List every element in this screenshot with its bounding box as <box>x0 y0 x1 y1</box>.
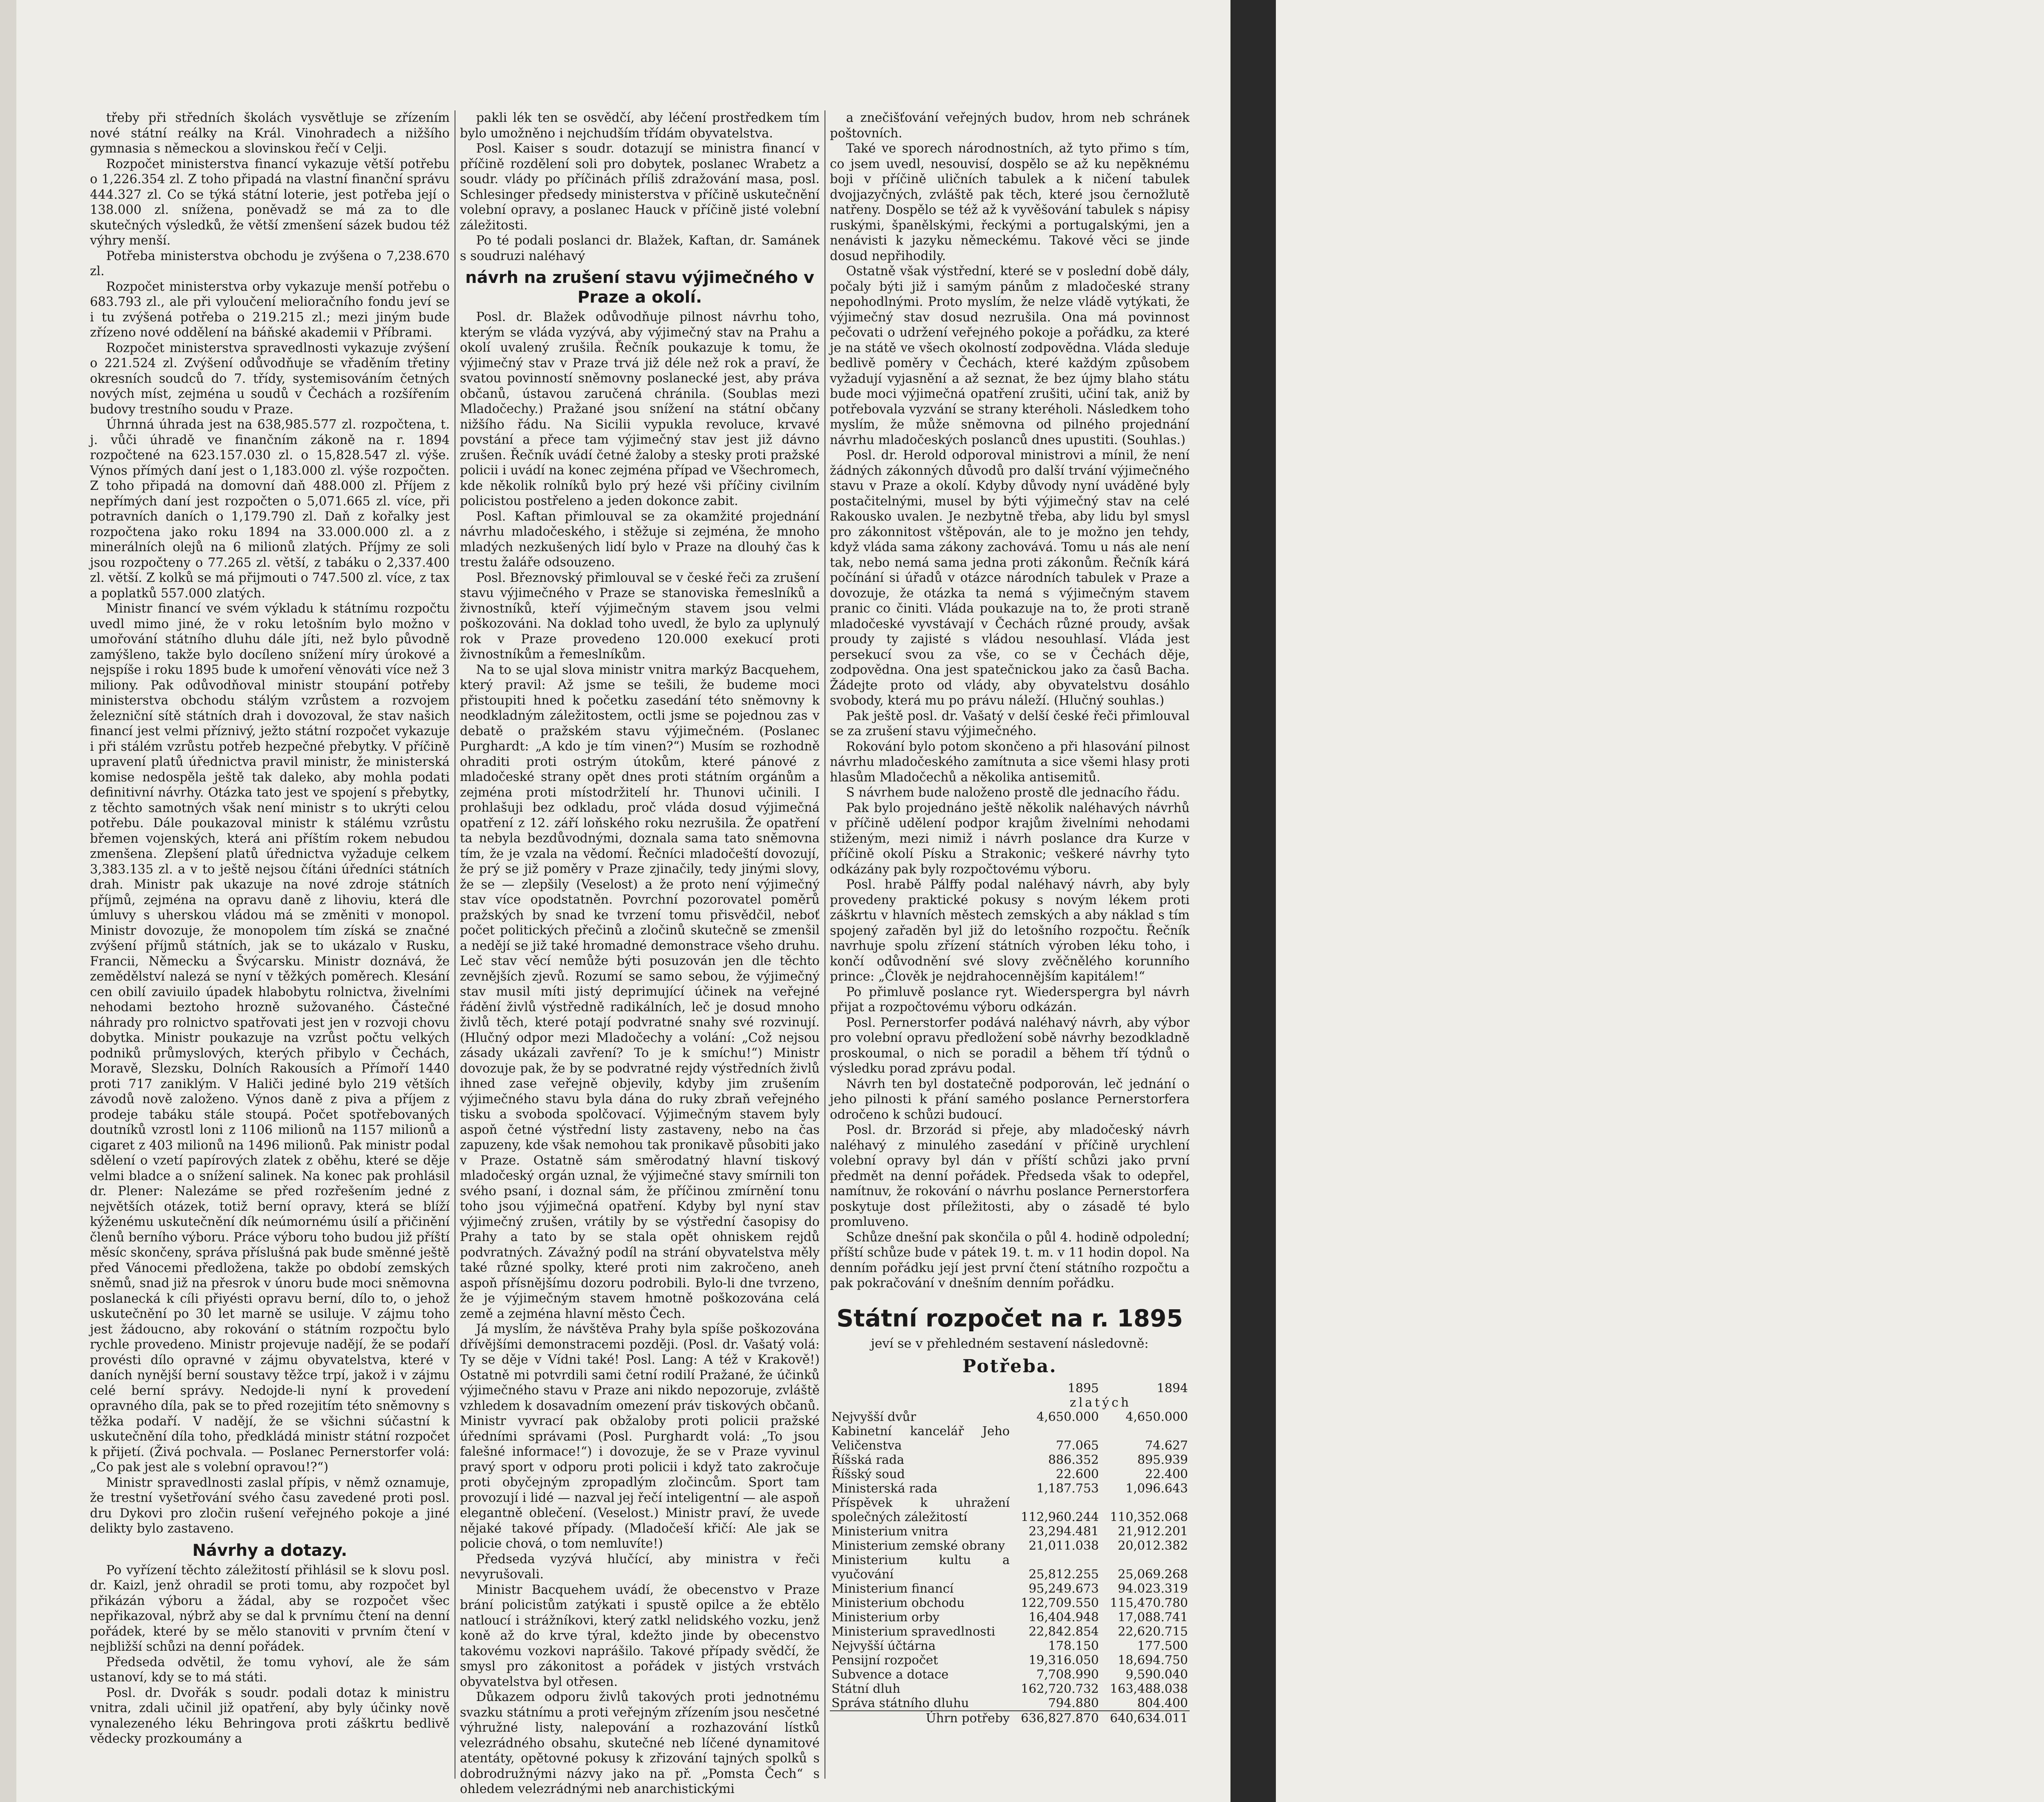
budget-value-1894: 17,088.741 <box>1118 1610 1188 1625</box>
paragraph: Posl. hrabě Pálffy podal naléhavý návrh, aby byly provedeny praktické pokusy s novým lékem proti záškrtu v hlavních městech zemských a aby náklad s tím spojený zařaděn byl již do letošního rozpočtu. Řečník navrhuje spolu zřízení státních výroben léku toho, i končí odůvodnění své slovy zvěčnělého korunního prince: „Člověk je nejdrahocennějším kapitálem!“ <box>830 877 1190 984</box>
paragraph: Potřeba ministerstva obchodu je zvýšena o 7,238.670 zl. <box>90 249 450 278</box>
budget-value-1895: 886.352 <box>1048 1452 1099 1467</box>
middle-column <box>460 110 820 1796</box>
paragraph: a znečišťování veřejných budov, hrom neb schránek poštovních. <box>830 111 1190 141</box>
budget-value-1894: 4,650.000 <box>1125 1409 1188 1424</box>
budget-value-1895: 7,708.990 <box>1036 1667 1099 1682</box>
budget-value-1894: 163,488.038 <box>1110 1681 1188 1696</box>
budget-row <box>830 1467 1190 1481</box>
budget-row <box>830 1653 1190 1667</box>
budget-label: Říšská rada <box>831 1452 904 1467</box>
budget-value-1895: 4,650.000 <box>1036 1409 1099 1424</box>
budget-table <box>830 1381 1190 1726</box>
budget-value-1894: 25,069.268 <box>1118 1567 1188 1582</box>
budget-row <box>830 1625 1190 1639</box>
budget-value-1894: 110,352.068 <box>1110 1510 1188 1524</box>
section-title: Návrhy a dotazy. <box>192 1541 347 1560</box>
budget-value-1895: 22,842.854 <box>1029 1624 1099 1639</box>
budget-value-1894: 895.939 <box>1137 1452 1188 1467</box>
page-edge-right <box>1230 0 1276 1802</box>
budget-row <box>830 1682 1190 1696</box>
budget-total-row <box>830 1711 1190 1726</box>
page-edge-left <box>0 0 16 1802</box>
budget-label: Ministerium financí <box>831 1581 954 1596</box>
budget-value-1895: 77.065 <box>1056 1438 1099 1453</box>
budget-value-1895: 1,187.753 <box>1036 1481 1099 1496</box>
budget-row <box>830 1496 1190 1524</box>
paragraph: Návrh ten byl dostatečně podporován, leč jednání o jeho pilnosti k přání samého poslance Pernerstorfera odročeno k schůzi budoucí. <box>830 1077 1190 1122</box>
budget-label: Ministerium kultu a vyučování <box>831 1553 1010 1582</box>
paragraph: Po přimluvě poslance ryt. Wiederspergra byl návrh přijat a rozpočtovému výboru odkázán. <box>830 985 1190 1014</box>
budget-value-1895: 95,249.673 <box>1029 1581 1099 1596</box>
budget-value-1894: 1,096.643 <box>1125 1481 1188 1496</box>
budget-value-1895: 19,316.050 <box>1029 1653 1099 1667</box>
budget-header-row <box>830 1381 1190 1396</box>
paragraph: Předseda vyzývá hlučící, aby ministra v řeči nevyrušovali. <box>460 1552 820 1582</box>
budget-row <box>830 1524 1190 1539</box>
budget-row <box>830 1582 1190 1596</box>
budget-row <box>830 1424 1190 1453</box>
paragraph: Pak ještě posl. dr. Vašatý v delší české řeči přimlouval se za zrušení stavu výjimečného. <box>830 709 1190 738</box>
section-title: návrh na zrušení stavu výjimečného v Praze a okolí. <box>465 268 814 307</box>
budget-label: Pensijní rozpočet <box>831 1653 938 1667</box>
budget-label: Ministerium spravedlnosti <box>831 1624 995 1639</box>
paragraph: Posl. Březnovský přimlouval se v české řeči za zrušení stavu výjimečného v Praze se stanoviska řemeslníků a živnostníků, kteří výjimečným stavem jsou velmi poškozováni. Na doklad toho uvedl, že bylo za uplynulý rok v Praze provedeno 120.000 exekucí proti živnostníkům a řemeslníkům. <box>460 570 820 662</box>
paragraph: Posl. Kaftan přimlouval se za okamžité projednání návrhu mladočeského, i stěžuje si zejména, že mnoho mladých nezkušených lidí bylo v Praze na dlouhý čas k trestu žaláře odsouzeno. <box>460 509 820 570</box>
paragraph: Rozpočet ministerstva spravedlnosti vykazuje zvýšení o 221.524 zl. Zvýšení odůvodňuje se vřaděním třetiny okresních soudců do 7. třídy, systemisováním četných nových míst, zejména u soudů v Čechách a rozšířením budovy trestního soudu v Praze. <box>90 341 450 417</box>
paragraph: S návrhem bude naloženo prostě dle jednacího řádu. <box>846 785 1180 800</box>
budget-value-1894: 18,694.750 <box>1118 1653 1188 1667</box>
budget-label: Nejvyšší účtárna <box>831 1638 936 1653</box>
budget-row <box>830 1410 1190 1424</box>
budget-value-1894: 22,620.715 <box>1118 1624 1188 1639</box>
newspaper-page <box>82 25 1218 1796</box>
budget-subtitle: jeví se v přehledném sestavení následovně: <box>871 1336 1149 1351</box>
paragraph: Důkazem odporu živlů takových proti jednotnému svazku státnímu a proti veřejným zřízením jsou nesčetné výhružné listy, nalepování a rozhazování lístků velezrádného obsahu, skutečné neb líčené dynamitové atentáty, opětovné pokusy k zřizování tajných spolků s dobrodružnými názvy jako na př. „Pomsta Čech“ s ohledem velezrádnými neb anarchistickými <box>460 1690 820 1796</box>
budget-value-1895: 122,709.550 <box>1021 1596 1099 1610</box>
paragraph: Po té podali poslanci dr. Blažek, Kaftan, dr. Samánek s soudruzi naléhavý <box>460 233 820 263</box>
right-column <box>830 110 1190 1779</box>
budget-row <box>830 1481 1190 1496</box>
budget-label: Ministerium zemské obrany <box>831 1538 1005 1553</box>
left-column <box>90 110 450 1779</box>
paragraph: pakli lék ten se osvědčí, aby léčení prostředkem tím bylo umožněno i nejchudším třídám obyvatelstva. <box>460 111 820 141</box>
paragraph: Posl. Kaiser s soudr. dotazují se ministra financí v příčině rozdělení soli pro dobytek, poslanec Wrabetz a soudr. vlády po příčinách příliš zdražování masa, posl. Schlesinger předsedy ministerstva v příčině uskutečnění volební opravy, a poslanec Hauck v příčině jisté volební záležitosti. <box>460 141 820 233</box>
budget-value-1895: 25,812.255 <box>1029 1567 1099 1582</box>
paragraph: Posl. dr. Dvořák s soudr. podali dotaz k ministru vnitra, zdali učinil již opatření, aby byly účinky nově vynalezeného léku Behringova proti záškrtu bedlivě vědecky prozkoumány a <box>90 1685 450 1746</box>
paragraph: Na to se ujal slova ministr vnitra markýz Bacquehem, který pravil: Až jsme se tešili, že budeme moci přistoupiti hned k početku zasedání této sněmovny k neodkladným záležitostem, octli jsme se pojednou zas v debatě o pražském stavu výjimečném. (Poslanec Purghardt: „A kdo je tím vinen?“) Musím se rozhodně ohraditi proti ostrým útokům, které pánové z mladočeské strany opět dnes proti státním orgánům a zejména proti místodržitelí hr. Thunovi učinili. I prohlašuji bez odkladu, proč vláda dosud výjimečná opatření z 12. září loňského roku nezrušila. Že opatření ta nebyla bezdůvodnými, doznala sama tato sněmovna tím, že je vzala na vědomí. Řečníci mladočeští dovozují, že prý se již poměry v Praze zjinačily, tedy jinými slovy, že se — zlepšily (Veselost) a že proto není výjimečný stav více opodstatněn. Povrchní pozorovatel poměrů pražských by snad ke tvrzení tomu přisvědčil, neboť počet politických přečinů a zločinů skutečně se zmenšil a nedějí se již také hromadné demonstrace všeho druhu. Leč stav věcí nemůže býti posuzován jen dle těchto zevnějších zjevů. Rozumí se samo sebou, že výjimečný stav musil míti jistý deprimující účinek na veřejné řádění živlů výstředně radikálních, leč je dosud mnoho živlů těch, které potají podvratné snahy své rozvinují. (Hlučný odpor mezi Mladočechy a volání: „Což nejsou zásady ukázali zavření? To je k smíchu!“) Ministr dovozuje pak, že by se podvratné rejdy výstředních živlů ihned zase veřejně objevily, kdyby jim zrušením výjimečného stavu byla dána do ruky zbraň veřejného tisku a svoboda spolčovací. Výjimečným stavem byly aspoň četné výstřední listy zastaveny, nebo na čas zapuzeny, kde však nemohou tak pronikavě působiti jako v Praze. Ostatně sám směrodatný hlavní tiskový mladočeský orgán uznal, že výjimečné stavy smírnili ton svého psaní, i doznal sám, že příčinou zmírnění tonu toho jsou výjimečná opatření. Kdyby byl nyní stav výjimečný zrušen, vrátily by se výstřední časopisy do Prahy a tato by se stala opět ohniskem rejdů podvratných. Závažný podíl na strání obyvatelstva měly také různé spolky, které proti nim zakročeno, aneh aspoň přísnějšímu dozoru podrobili. Bylo-li dne tvrzeno, že je výjimečným stavem hmotně poškozována celá země a zejména hlavní město Čech. <box>460 662 820 1321</box>
budget-label: Úhrn potřeby <box>830 1711 1011 1726</box>
budget-value-1895: 636,827.870 <box>1011 1711 1100 1726</box>
budget-label: Kabinetní kancelář Jeho Veličenstva <box>831 1424 1010 1453</box>
budget-value-1895: 16,404.948 <box>1029 1610 1099 1625</box>
budget-value-1895: 112,960.244 <box>1021 1510 1099 1524</box>
budget-row <box>830 1453 1190 1467</box>
budget-row <box>830 1539 1190 1553</box>
paragraph: Rozpočet ministerstva orby vykazuje menší potřebu o 683.793 zl., ale při vyloučení melioračního fondu jeví se i tu zvýšená potřeba o 219.215 zl.; mezi jiným bude zřízeno nové oddělení na báňské akademii v Příbrami. <box>90 279 450 340</box>
budget-title: Státní rozpočet na r. 1895 <box>836 1304 1183 1332</box>
budget-value-1894: 804.400 <box>1137 1696 1188 1710</box>
budget-label: Subvence a dotace <box>831 1667 949 1682</box>
budget-value-1895: 162,720.732 <box>1021 1681 1099 1696</box>
paragraph: Posl. dr. Brzorád si přeje, aby mladočeský návrh naléhavý z minulého zasedání v příčině urychlení volební opravy byl dán v příští schůzi jako první předmět na denní pořádek. Předseda však to odepřel, namítnuv, že rokování o návrhu poslance Pernerstorfera poskytuje dost příležitosti, aby o zásadě té bylo promluveno. <box>830 1123 1190 1229</box>
paragraph: Úhrnná úhrada jest na 638,985.577 zl. rozpočtena, t. j. vůči úhradě ve finančním zákoně na r. 1894 rozpočtené na 623.157.030 zl. o 15,828.547 zl. výše. Výnos přímých daní jest o 1,183.000 zl. výše rozpočten. Z toho připadá na domovní daň 488.000 zl. Příjem z nepřímých daní jest rozpočten o 5,071.665 zl. více, při potravních daních o 1,179.790 zl. Daň z kořalky jest rozpočtena jako roku 1894 na 33.000.000 zl. a z minerálních olejů na 6 milionů zlatých. Příjmy ze soli jsou rozpočteny o 77.265 zl. větší, z tabáku o 2,337.400 zl. větší. Z kolků se má přijmouti o 747.500 zl. více, z tax a poplatků 557.000 zlatých. <box>90 417 450 601</box>
budget-value-1894: 9,590.040 <box>1125 1667 1188 1682</box>
year-1895-header: 1895 <box>1067 1381 1099 1396</box>
budget-label: Nejvyšší dvůr <box>831 1409 916 1424</box>
budget-row <box>830 1553 1190 1582</box>
paragraph: Schůze dnešní pak skončila o půl 4. hodině odpolední; příští schůze bude v pátek 19. t. m. v 11 hodin dopol. Na denním pořádku její jest první čtení státního rozpočtu a pak pokračování v dnešním denním pořádku. <box>830 1230 1190 1290</box>
year-1894-header: 1894 <box>1156 1381 1188 1396</box>
paragraph: Ministr Bacquehem uvádí, že obecenstvo v Praze brání policistům zatýkati i spustě opilce a že ebtělo natloucí i strážníkovi, který zatkl nelidského vozku, jenž koně až do krve týral, kdežto jinde by obecenstvo takovému vozkovi naprášilo. Takové případy svědčí, že smysl pro zákonitost a pořádek v jistých vrstvách obyvatelstva byl otřesen. <box>460 1582 820 1689</box>
budget-value-1894: 20,012.382 <box>1118 1538 1188 1553</box>
budget-body <box>830 1410 1190 1726</box>
budget-label: Říšský soud <box>831 1467 905 1481</box>
budget-value-1895: 23,294.481 <box>1029 1524 1099 1539</box>
budget-label: Státní dluh <box>831 1681 901 1696</box>
paragraph: třeby při středních školách vysvětluje se zřízením nové státní reálky na Král. Vinohradech a nižšího gymnasia s německou a slovinskou řečí v Celji. <box>90 111 450 156</box>
paragraph: Ministr financí ve svém výkladu k státnímu rozpočtu uvedl mimo jiné, že v roku letošním bylo možno v umořování státního dluhu dále jíti, než bylo původně zamýšleno, takže bylo docíleno snížení míry úrokové a nejspíše i roku 1895 bude k umoření věnováti více než 3 miliony. Pak odůvodňoval ministr stoupání potřeby ministerstva obchodu stálým vzrůstem a rozvojem železniční sítě státních drah i dovozoval, že stav našich financí jest velmi příznivý, ježto státní rozpočet vykazuje i při stálém vzrůstu potřeb hezpečné přebytky. V příčině upravení platů úřednictva pravil ministr, že ministerská komise nedospěla ještě tak daleko, aby mohla podati definitivní návrhy. Otázka tato jest ve spojení s přebytky, z těchto samotných však není ministr s to ukrýti celou potřebu. Dále poukazoval ministr k stálému vzrůstu břemen vojenských, která ani příštím rokem nebudou zmenšena. Zlepšení platů úřednictva vyžaduje celkem 3,383.135 zl. a v to ještě nejsou čítáni úředníci státních drah. Ministr pak ukazuje na nové zdroje státních příjmů, zejména na opravu daně z lihoviu, která dle úmluvy s uherskou vládou má se změniti v monopol. Ministr dovozuje, že monopolem tím získá se značné zvýšení příjmů státních, jak se to ukázalo v Rusku, Francii, Německu a Švýcarsku. Ministr doznává, že zemědělství nalezá se nyní v těžkých poměrech. Klesání cen obilí zaviuilo úpadek hlabobytu rolnictva, živelními nehodami beztoho hrozně sužovaného. Částečné náhrady pro rolnictvo spatřovati jest jen v rozvoji chovu dobytka. Ministr poukazuje na vzrůst počtu velkých podniků průmyslových, kterých přibylo v Čechách, Moravě, Slezsku, Dolních Rakousích a Přímoří 1440 proti 717 zaniklým. V Haliči jediné bylo 219 větších závodů nově založeno. Výnos daně z piva a příjem z prodeje tabáku stále stoupá. Počet spotřebovaných doutníků vzrostl loni z 1106 milionů na 1157 milionů a cigaret z 403 milionů na 1496 milionů. Pak ministr podal sdělení o vzetí papírových zlatek z oběhu, které se děje velmi bladce a o snížení salinek. Na konec pak prohlásil dr. Plener: Nalezáme se před rozřešením jedné z největších otázek, totiž berní opravy, která se blíží kýženému uskutečnění dík neúmornému úsilí a přičinění členů berního výboru. Práce výboru toho budou již příští měsíc skončeny, správa příslušná pak bude směnné ještě před Vánocemi předložena, takže po období zemských sněmů, snad již na přesrok v únoru bude moci sněmovna poslanecká k cíli přiyésti opravu berní, dílo to, o jehož uskutečnění po 30 let marně se usiluje. V zájmu toho jest žádoucno, aby rokování o státním rozpočtu bylo rychle provedeno. Ministr projevuje nadějí, že se podaří provésti dílo opravné v zájmu obyvatelstva, které v daních nynější berní soustavy těžce trpí, jakož i v zájmu celé berní správy. Nedojde-li nyní k provedení opravného díla, pak se to před rozejitím této sněmovny s těžka podaří. V nadějí, že se všichni súčastní k uskutečnění díla toho, předkládá ministr státní rozpočet k přijetí. (Živá pochvala. — Poslanec Pernerstorfer volá: „Co pak jest ale s volební opravou!?“) <box>90 601 450 1474</box>
budget-row <box>830 1639 1190 1653</box>
budget-row <box>830 1596 1190 1610</box>
paragraph: Ministr spravedlnosti zaslal přípis, v němž oznamuje, že trestní vyšetřování svého času zavedené proti posl. dru Dykovi pro zločin rušení veřejného pokoje a jiné delikty bylo zastaveno. <box>90 1475 450 1536</box>
budget-value-1895: 22.600 <box>1056 1467 1099 1481</box>
budget-value-1894: 74.627 <box>1145 1438 1188 1453</box>
budget-label: Ministerium obchodu <box>831 1596 965 1610</box>
paragraph: Předseda odvětil, že tomu vyhoví, ale že sám ustanoví, kdy se to má státi. <box>90 1655 450 1685</box>
budget-value-1894: 22.400 <box>1145 1467 1188 1481</box>
budget-heading: Potřeba. <box>962 1355 1057 1377</box>
budget-row <box>830 1696 1190 1711</box>
paragraph: Já myslím, že návštěva Prahy byla spíše poškozována dřívějšími demonstracemi později. (Posl. dr. Vašatý volá: Ty se děje v Vídni také! Posl. Lang: A též v Krakově!) Ostatně mi potvrdili sami četní rodilí Pražané, že účinků výjimečného stavu v Praze ani nikdo nepozoruje, zvláště vzhledem k dosavadním omezení práv tiskových občanů. Ministr vyvrací pak obžaloby proti policii pražské úředními správami (Posl. Purghardt volá: „To jsou falešné informace!“) i dovozuje, že se v Praze vyvinul pravý sport v odporu proti policii i když tato zakročuje proti obyčejným zpropadlým zločincům. Sport tam provozují i lidé — nazval jej řečí inteligentní — ale aspoň elegantně oblečení. (Veselost.) Ministr praví, že uvede nějaké takové případy. (Mladočeší křičí: Ale jak se policie chová, o tom nemluvíte!) <box>460 1322 820 1551</box>
paragraph: Posl. Pernerstorfer podává naléhavý návrh, aby výbor pro volební opravu předložení sobě návrhy bezodkladně proskoumal, o nich se poradil a během tří týdnů o výsledku porad zprávu podal. <box>830 1015 1190 1076</box>
paragraph: Ostatně však výstřední, které se v poslední době dály, počaly býti již i samým pánům z mladočeské strany nepohodlnými. Proto myslím, že nelze vládě vytýkati, že výjimečný stav dosud nezrušila. Ona má povinnost pečovati o udržení veřejného pokoje a pořádku, za které je na státě ve všech okolností zodpovědna. Vláda sleduje bedlivě poměry v Čechách, které každým způsobem vyžadují vyjasnění a až seznat, že bez újmy blaho státu bude moci výjimečná opatření zrušiti, učiní tak, aniž by potřebovala vyzvání se strany kteréholi. Následkem toho myslím, že může sněmovna od pilného projednání návrhu mladočeských poslanců dnes upustiti. (Souhlas.) <box>830 264 1190 447</box>
budget-value-1894: 640,634.011 <box>1100 1711 1190 1726</box>
paragraph: Posl. dr. Herold odporoval ministrovi a mínil, že není žádných zákonných důvodů pro další trvání výjimečného stavu v Praze a okolí. Kdyby důvody nyní uváděné byly postačitelnými, musel by býti výjimečný stav na celé Rakousko uvalen. Je nezbytně třeba, aby lidu byl smysl pro zákonnitost vštěpován, ale to je možno jen tehdy, když vláda sama zákony zachovává. Tomu u nás ale není tak, nebo nemá sama jedna proti zákonům. Řečník kárá počínání si úřadů v otázce národních tabulek v Praze a dovozuje, že otázka ta nemá s výjimečným stavem pranic co činiti. Vláda poukazuje na to, že proti straně mladočeské vyvstávají v Čechách různé proudy, avšak proudy ty zajisté s vládou nesouhlasí. Vláda jest persekucí svou za vše, co se v Čechách děje, zodpovědna. Ona jest spatečnickou jako za časů Bacha. Žádejte proto od vlády, aby obyvatelstvu dosáhlo svobody, která mu po právu náleží. (Hlučný souhlas.) <box>830 448 1190 708</box>
paragraph: Rozpočet ministerstva financí vykazuje větší potřebu o 1,226.354 zl. Z toho připadá na vlastní finanční správu 444.327 zl. Co se týká státní loterie, jest potřeba její o 138.000 zl. snížena, poněvadž se má za to dle skutečných výsledků, že větší zmenšení sázek budou též výhry menší. <box>90 157 450 248</box>
budget-label: Ministerium orby <box>831 1610 940 1625</box>
budget-label: Správa státního dluhu <box>831 1696 969 1710</box>
paragraph: Posl. dr. Blažek odůvodňuje pilnost návrhu toho, kterým se vláda vyzývá, aby výjimečný stav na Prahu a okolí uvalený zrušila. Řečník poukazuje k tomu, že výjimečný stav v Praze trvá již déle než rok a praví, že svatou povinností sněmovny poslanecké jest, aby práva občanů, ústavou zaručená chránila. (Soublas mezi Mladočechy.) Pražané jsou snížení na státní občany nižšího řádu. Na Sicilii vypukla revoluce, krvavé povstání a přece tam výjimečný stav jest již dávno zrušen. Řečník uvádí četné žaloby a stesky proti pražské policii i uvádí na konec zejména případ ve Všechromech, kde několik rolníků bylo prý hezé vši příčiny civilním policistou postřeleno a jeden dokonce zabit. <box>460 310 820 508</box>
budget-label: Ministerium vnitra <box>831 1524 948 1539</box>
budget-row <box>830 1610 1190 1625</box>
budget-value-1895: 178.150 <box>1048 1638 1099 1653</box>
paragraph: Pak bylo projednáno ještě několik naléhavých návrhů v příčině udělení podpor krajům živelními nehodami stiženým, mezi nimiž i návrh poslance dra Kurze v příčině okolí Písku a Strakonic; veškeré návrhy tyto odkázány pak byly rozpočtovému výboru. <box>830 801 1190 877</box>
budget-unit-row <box>830 1396 1190 1410</box>
budget-label: Ministerská rada <box>831 1481 938 1496</box>
budget-value-1894: 94.023.319 <box>1118 1581 1188 1596</box>
budget-value-1894: 177.500 <box>1137 1638 1188 1653</box>
unit-label: zlatých <box>1069 1395 1132 1410</box>
budget-value-1895: 21,011.038 <box>1029 1538 1099 1553</box>
budget-row <box>830 1667 1190 1682</box>
budget-value-1894: 115,470.780 <box>1110 1596 1188 1610</box>
budget-label: Příspěvek k uhražení společných záležitostí <box>831 1495 1010 1524</box>
budget-value-1894: 21,912.201 <box>1118 1524 1188 1539</box>
paragraph: Také ve sporech národnostních, až tyto přimo s tím, co jsem uvedl, nesouvisí, dospělo se až ku nepěknému boji v příčině uličních tabulek a k ničení tabulek dvojjazyčných, zvláště pak těch, které jsou černožlutě natřeny. Dospělo se též až k vyvěšování tabulek s nápisy ruskými, španělskými, řeckými a portugalskými, jen a nenávisti k jazyku německému. Takové věci se jinde dosud nepřihodily. <box>830 141 1190 263</box>
paragraph: Rokování bylo potom skončeno a při hlasování pilnost návrhu mladočeského zamítnuta a sice všemi hlasy proti hlasům Mladočechů a několika antisemitů. <box>830 739 1190 785</box>
paragraph: Po vyřízení těchto záležitostí přihlásil se k slovu posl. dr. Kaizl, jenž ohradil se proti tomu, aby rozpočet byl přikázán výboru a žádal, aby se rozpočet všec nepřikazoval, nýbrž aby se dal k prvnímu čtení na denní pořádek, které by se mělo stanoviti v prvním čtení v nejbližší schůzi na denní pořádek. <box>90 1563 450 1654</box>
budget-value-1895: 794.880 <box>1048 1696 1099 1710</box>
